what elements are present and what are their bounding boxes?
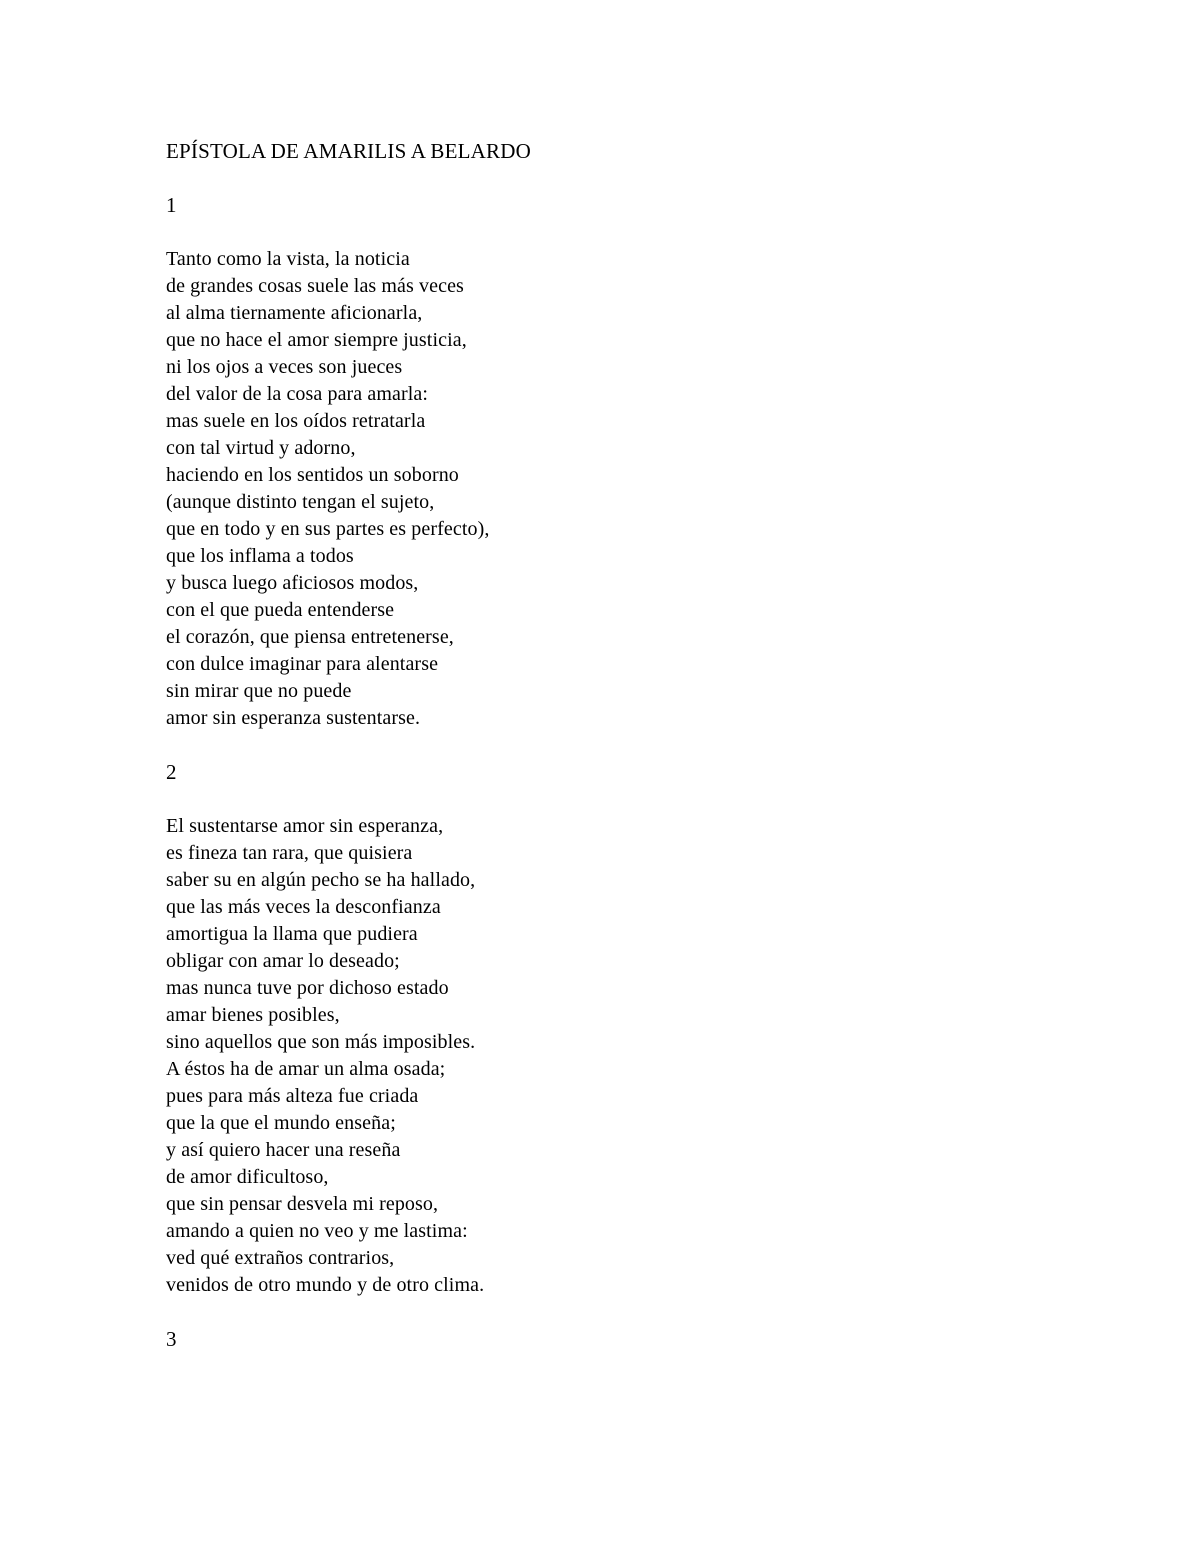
verse-line: A éstos ha de amar un alma osada; — [166, 1058, 446, 1080]
verse-line: amar bienes posibles, — [166, 1004, 340, 1026]
stanza — [166, 1326, 1066, 1353]
document-page — [166, 138, 1066, 1353]
verse-line: amortigua la llama que pudiera — [166, 923, 418, 945]
verse-line: Tanto como la vista, la noticia — [166, 248, 410, 270]
verse-line: saber su en algún pecho se ha hallado, — [166, 869, 476, 891]
stanza-number: 1 — [166, 193, 177, 217]
stanza-number: 3 — [166, 1327, 177, 1351]
verse-line: que no hace el amor siempre justicia, — [166, 329, 467, 351]
verse-line: que sin pensar desvela mi reposo, — [166, 1193, 439, 1215]
verse-line: del valor de la cosa para amarla: — [166, 383, 429, 405]
verse-line: pues para más alteza fue criada — [166, 1085, 419, 1107]
verse-line: ved qué extraños contrarios, — [166, 1247, 395, 1269]
spacer — [166, 786, 1066, 813]
verse-line: sin mirar que no puede — [166, 680, 352, 702]
verse-line: venidos de otro mundo y de otro clima. — [166, 1274, 485, 1296]
verse-line: que en todo y en sus partes es perfecto), — [166, 518, 490, 540]
verse-line: con el que pueda entenderse — [166, 599, 395, 621]
verse-line: al alma tiernamente aficionarla, — [166, 302, 423, 324]
verse-line: que las más veces la desconfianza — [166, 896, 441, 918]
verse-line: obligar con amar lo deseado; — [166, 950, 400, 972]
stanza-list — [166, 192, 1066, 1353]
verse-line: mas nunca tuve por dichoso estado — [166, 977, 449, 999]
spacer — [166, 732, 1066, 759]
spacer — [166, 219, 1066, 246]
verse-line: es fineza tan rara, que quisiera — [166, 842, 413, 864]
stanza — [166, 192, 1066, 759]
verse-line: de amor dificultoso, — [166, 1166, 329, 1188]
verse-line: (aunque distinto tengan el sujeto, — [166, 491, 435, 513]
verse-line: amando a quien no veo y me lastima: — [166, 1220, 468, 1242]
verse-line: el corazón, que piensa entretenerse, — [166, 626, 454, 648]
verse-line: con tal virtud y adorno, — [166, 437, 356, 459]
stanza-number: 2 — [166, 760, 177, 784]
document-title: EPÍSTOLA DE AMARILIS A BELARDO — [166, 139, 531, 163]
verse-line: amor sin esperanza sustentarse. — [166, 707, 421, 729]
verse-line: ni los ojos a veces son jueces — [166, 356, 403, 378]
spacer — [166, 1299, 1066, 1326]
verse-line: que la que el mundo enseña; — [166, 1112, 396, 1134]
verse-line: mas suele en los oídos retratarla — [166, 410, 426, 432]
stanza — [166, 759, 1066, 1326]
verse-line: con dulce imaginar para alentarse — [166, 653, 439, 675]
spacer — [166, 165, 1066, 192]
verse-line: sino aquellos que son más imposibles. — [166, 1031, 476, 1053]
verse-line: y busca luego aficiosos modos, — [166, 572, 419, 594]
verse-line: haciendo en los sentidos un soborno — [166, 464, 459, 486]
verse-line: de grandes cosas suele las más veces — [166, 275, 464, 297]
verse-line: que los inflama a todos — [166, 545, 354, 567]
verse-line: El sustentarse amor sin esperanza, — [166, 815, 444, 837]
verse-line: y así quiero hacer una reseña — [166, 1139, 401, 1161]
